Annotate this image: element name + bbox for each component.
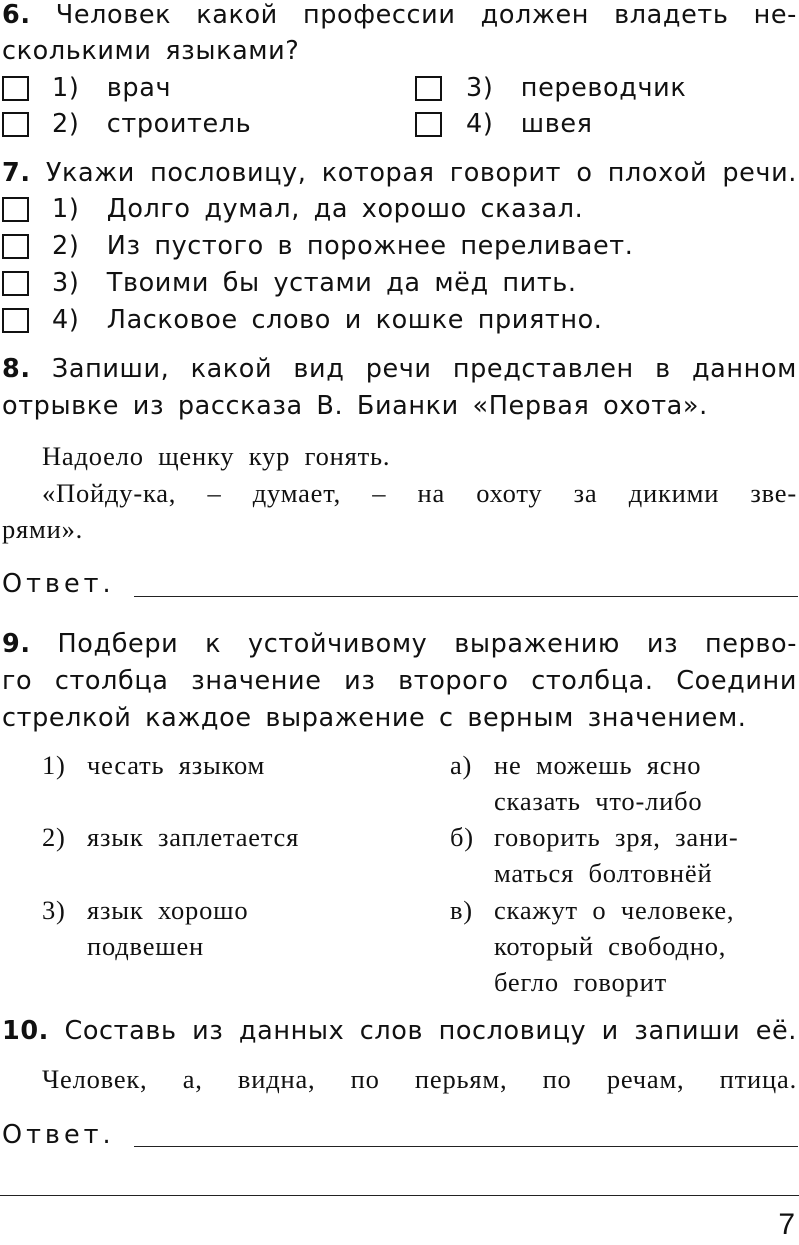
option-q6-3: 3) переводчик [466, 73, 687, 103]
question-7-number: 7. [2, 158, 31, 188]
meaning-a-label: а) [450, 750, 473, 780]
question-8-text-line1: 8. Запиши, какой вид речи представлен в данном [2, 354, 797, 384]
meaning-b-line2[interactable]: маться болтовнёй [494, 858, 713, 888]
option-q7-2: 2) Из пустого в порожнее переливает. [52, 231, 634, 261]
question-8-text-line2: отрывке из рассказа В. Бианки «Первая охота». [2, 391, 708, 421]
expression-3-line2[interactable]: подвешен [87, 931, 205, 961]
question-9-text-line3: стрелкой каждое выражение с верным значением. [2, 703, 747, 733]
question-9-number: 9. [2, 629, 31, 659]
expression-2-label: 2) [42, 822, 66, 852]
given-words: Человек, а, видна, по перьям, по речам, птица. [42, 1064, 797, 1094]
answer-line-q8[interactable] [134, 596, 798, 597]
meaning-a-line1[interactable]: не можешь ясно [494, 750, 702, 780]
excerpt-line3: рями». [2, 514, 84, 544]
question-6-number: 6. [2, 0, 31, 30]
excerpt-line1: Надоело щенку кур гонять. [42, 441, 391, 471]
question-9-text-line1: 9. Подбери к устойчивому выражению из перво- [2, 629, 797, 659]
expression-1[interactable]: чесать языком [87, 750, 266, 780]
checkbox-q6-2[interactable] [2, 112, 29, 137]
checkbox-q6-3[interactable] [415, 76, 442, 101]
question-6-text-line2: сколькими языками? [2, 36, 300, 66]
checkbox-q7-2[interactable] [2, 234, 29, 259]
question-10-number: 10. [2, 1016, 49, 1046]
checkbox-q7-3[interactable] [2, 271, 29, 296]
option-q6-1: 1) врач [52, 73, 172, 103]
option-q6-4: 4) швея [466, 109, 593, 139]
checkbox-q7-1[interactable] [2, 197, 29, 222]
page-number: 7 [778, 1208, 795, 1241]
question-10-text: 10. Составь из данных слов пословицу и запиши её. [2, 1016, 797, 1046]
expression-1-label: 1) [42, 750, 66, 780]
question-9-text-line2: го столбца значение из второго столбца. Соедини [2, 666, 797, 696]
meaning-v-line2[interactable]: который свободно, [494, 931, 727, 961]
checkbox-q6-1[interactable] [2, 76, 29, 101]
question-7-text: 7. Укажи пословицу, которая говорит о плохой речи. [2, 158, 797, 188]
meaning-b-label: б) [450, 822, 474, 852]
expression-3-label: 3) [42, 895, 66, 925]
option-q7-4: 4) Ласковое слово и кошке приятно. [52, 305, 603, 335]
excerpt-line2: «Пойду-ка, – думает, – на охоту за дикими зве- [42, 478, 797, 508]
answer-line-q10[interactable] [134, 1146, 798, 1147]
answer-label-q10: Ответ. [2, 1120, 115, 1150]
answer-label-q8: Ответ. [2, 569, 115, 599]
answer-line-q10-2[interactable] [0, 1195, 799, 1196]
option-q7-1: 1) Долго думал, да хорошо сказал. [52, 194, 584, 224]
checkbox-q6-4[interactable] [415, 112, 442, 137]
question-6-text-line1: 6. Человек какой профессии должен владеть не- [2, 0, 797, 30]
meaning-v-label: в) [450, 895, 473, 925]
question-8-number: 8. [2, 354, 31, 384]
expression-3-line1[interactable]: язык хорошо [87, 895, 249, 925]
meaning-a-line2[interactable]: сказать что-либо [494, 786, 703, 816]
meaning-v-line1[interactable]: скажут о человеке, [494, 895, 735, 925]
meaning-v-line3[interactable]: бегло говорит [494, 967, 667, 997]
expression-2[interactable]: язык заплетается [87, 822, 300, 852]
meaning-b-line1[interactable]: говорить зря, зани- [494, 822, 739, 852]
option-q6-2: 2) строитель [52, 109, 252, 139]
checkbox-q7-4[interactable] [2, 308, 29, 333]
option-q7-3: 3) Твоими бы устами да мёд пить. [52, 268, 577, 298]
